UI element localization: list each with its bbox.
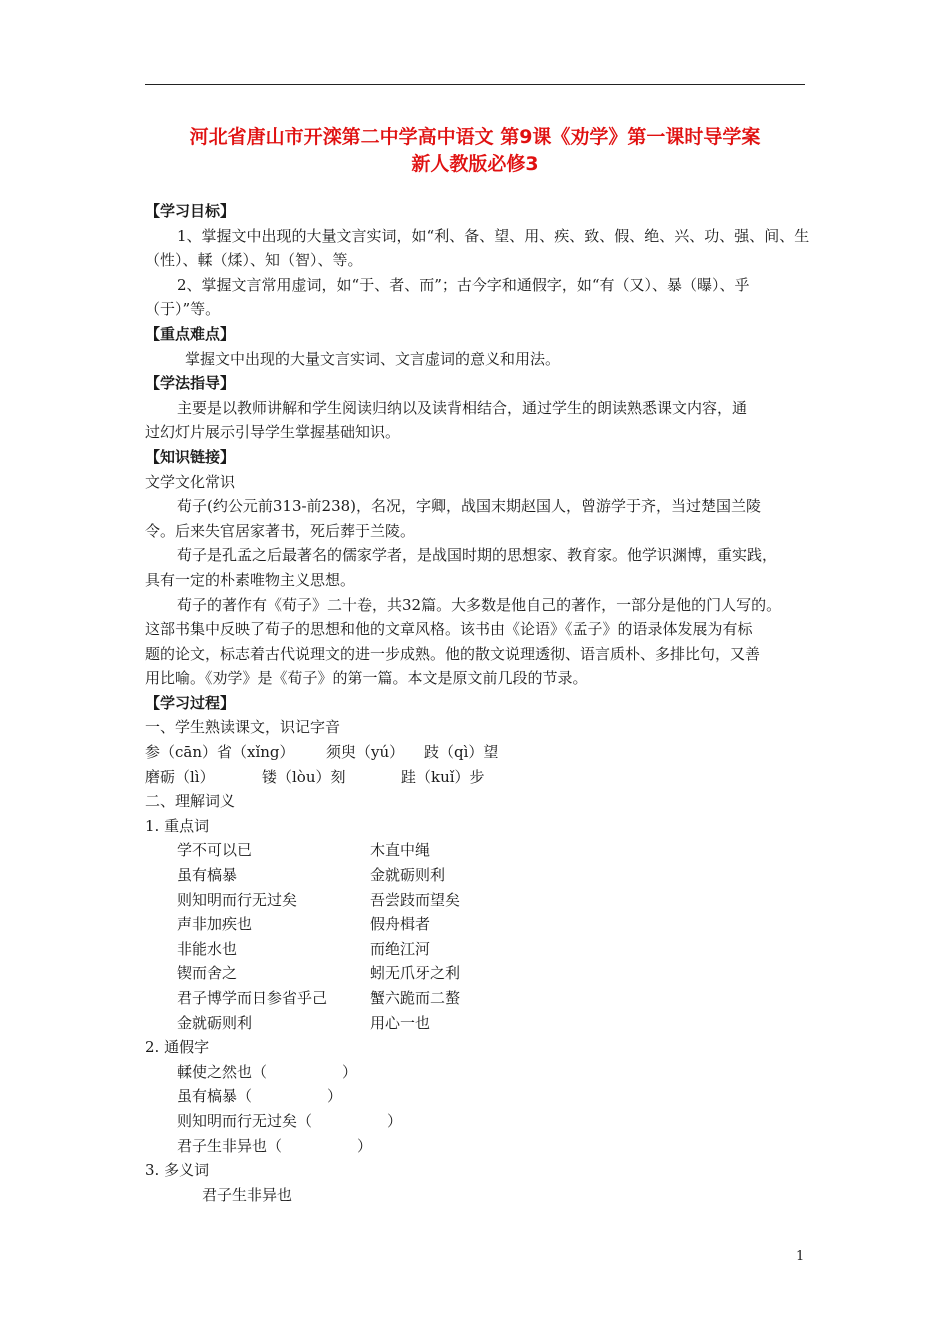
word-left: 虽有槁暴 xyxy=(177,866,238,885)
polysemy-item: 君子生非异也 xyxy=(202,1185,293,1204)
goal-1-line-b: （性）、輮（煣）、知（智）、等。 xyxy=(145,251,363,270)
word-left: 则知明而行无过矣 xyxy=(177,890,298,909)
section-heading-process: 【学习过程】 xyxy=(145,693,236,712)
para-1-line-b: 令。后来失官居家著书，死后葬于兰陵。 xyxy=(145,521,416,540)
word-row xyxy=(145,912,810,937)
pinyin-row-1 xyxy=(145,740,810,765)
para-3-line-b: 这部书集中反映了荀子的思想和他的文章风格。该书由《论语》《孟子》的语录体发展为有标 xyxy=(145,620,753,639)
section-heading-goals: 【学习目标】 xyxy=(145,202,236,220)
pinyin-entry: 须臾（yú） xyxy=(326,743,405,762)
para-2-line-b: 具有一定的朴素唯物主义思想。 xyxy=(145,570,356,589)
word-left: 锲而舍之 xyxy=(177,964,238,983)
para-3-line-d: 用比喻。《劝学》是《荀子》的第一篇。本文是原文前几段的节录。 xyxy=(145,669,588,688)
section-heading-link: 【知识链接】 xyxy=(145,447,236,466)
para-3-line-a: 荀子的著作有《荀子》二十卷，共32篇。大多数是他自己的著作，一部分是他的门人写的。 xyxy=(177,595,782,614)
goal-2-line-b: （于）”等。 xyxy=(145,300,221,319)
process-item-2: 二、理解词义 xyxy=(145,792,236,811)
process-item-1: 一、学生熟读课文，识记字音 xyxy=(145,718,341,737)
pinyin-entry: 跬（kuǐ）步 xyxy=(401,767,485,786)
pinyin-entry: 跂（qì）望 xyxy=(424,743,499,762)
word-right: 假舟楫者 xyxy=(370,915,431,934)
section-heading-method: 【学法指导】 xyxy=(145,374,236,393)
word-right: 吾尝跂而望矣 xyxy=(370,890,461,909)
tongjiazi-item: 虽有槁暴（ ） xyxy=(177,1087,343,1106)
pinyin-entry: 参（cān）省（xǐng） xyxy=(145,743,295,762)
header-rule xyxy=(145,84,805,85)
word-right: 而绝江河 xyxy=(370,939,431,958)
pinyin-entry: 磨砺（lì） xyxy=(145,767,215,786)
word-row xyxy=(145,1011,810,1036)
pinyin-entry: 镂（lòu）刻 xyxy=(262,767,346,786)
para-1-line-a: 荀子(约公元前313-前238)，名况，字卿，战国末期赵国人，曾游学于齐，当过楚国兰陵 xyxy=(177,497,762,516)
word-right: 蚓无爪牙之利 xyxy=(370,964,461,983)
subsection-tongjiazi: 2. 通假字 xyxy=(145,1038,210,1057)
method-line-b: 过幻灯片展示引导学生掌握基础知识。 xyxy=(145,423,401,442)
goal-1-line-a: 1、掌握文中出现的大量文言实词，如“利、备、望、用、疾、致、假、绝、兴、功、强、间、生 xyxy=(177,226,810,245)
word-row xyxy=(145,961,810,986)
document-body xyxy=(145,199,810,1207)
word-left: 君子博学而日参省乎己 xyxy=(177,989,328,1007)
word-row xyxy=(145,863,810,888)
key-points-text: 掌握文中出现的大量文言实词、文言虚词的意义和用法。 xyxy=(185,349,561,368)
goal-2-line-a: 2、掌握文言常用虚词，如“于、者、而”；古今字和通假字，如“有（又）、暴（曝）、乎 xyxy=(177,275,750,294)
word-right: 金就砺则利 xyxy=(370,866,446,885)
section-heading-key: 【重点难点】 xyxy=(145,324,236,343)
para-2-line-a: 荀子是孔孟之后最著名的儒家学者，是战国时期的思想家、教育家。他学识渊博，重实践， xyxy=(177,546,778,565)
word-left: 学不可以已 xyxy=(177,841,253,860)
word-left: 声非加疾也 xyxy=(177,915,253,934)
word-left: 金就砺则利 xyxy=(177,1013,253,1032)
subsection-polysemy: 3. 多义词 xyxy=(145,1161,210,1180)
page-number: 1 xyxy=(796,1249,805,1264)
tongjiazi-item: 则知明而行无过矣（ ） xyxy=(177,1111,403,1130)
pinyin-row-2 xyxy=(145,765,810,790)
word-right: 蟹六跪而二螯 xyxy=(370,989,461,1007)
tongjiazi-item: 輮使之然也（ ） xyxy=(177,1062,358,1081)
word-right: 木直中绳 xyxy=(370,841,431,860)
word-row xyxy=(145,986,810,1011)
tongjiazi-item: 君子生非异也（ ） xyxy=(177,1136,373,1155)
word-left: 非能水也 xyxy=(177,939,238,958)
word-row xyxy=(145,888,810,913)
document-title-line2: 新人教版必修3 xyxy=(411,153,539,175)
document-title-line1: 河北省唐山市开滦第二中学高中语文 第9课《劝学》第一课时导学案 xyxy=(189,126,761,148)
method-line-a: 主要是以教师讲解和学生阅读归纳以及读背相结合，通过学生的朗读熟悉课文内容，通 xyxy=(177,398,748,417)
word-right: 用心一也 xyxy=(370,1013,431,1032)
word-row xyxy=(145,937,810,962)
para-3-line-c: 题的论文，标志着古代说理文的进一步成熟。他的散文说理透彻、语言质朴、多排比句，又善 xyxy=(145,644,761,663)
link-subheading: 文学文化常识 xyxy=(145,472,236,491)
subsection-key-words: 1. 重点词 xyxy=(145,816,210,835)
word-row xyxy=(145,838,810,863)
